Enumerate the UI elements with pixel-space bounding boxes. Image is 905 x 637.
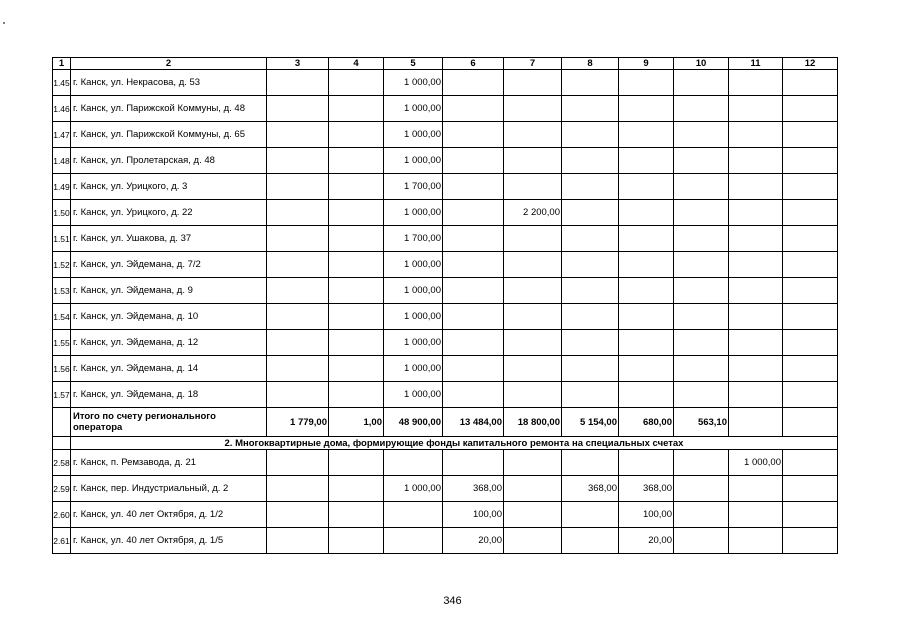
value-cell-c7 <box>504 304 562 330</box>
table-row <box>53 122 838 148</box>
row-number: 2.58 <box>53 450 71 476</box>
value-cell-c6 <box>443 96 504 122</box>
value-cell-c7 <box>504 122 562 148</box>
value-cell-c10 <box>674 382 729 408</box>
value-cell-c10 <box>674 226 729 252</box>
value-cell-c11 <box>729 278 783 304</box>
total-value-c6: 13 484,00 <box>443 408 504 437</box>
value-cell-c8 <box>562 278 619 304</box>
value-cell-c12 <box>783 528 838 554</box>
value-cell-c9 <box>619 356 674 382</box>
header-cell: 7 <box>504 58 562 70</box>
value-cell-c8 <box>562 450 619 476</box>
table-row <box>53 96 838 122</box>
value-cell-c5: 1 000,00 <box>384 330 443 356</box>
value-cell-c12 <box>783 330 838 356</box>
value-cell-c12 <box>783 148 838 174</box>
table-body <box>53 58 838 554</box>
table-row <box>53 382 838 408</box>
value-cell-c6 <box>443 200 504 226</box>
value-cell-c4 <box>329 122 384 148</box>
value-cell-c7: 2 200,00 <box>504 200 562 226</box>
value-cell-c3 <box>267 148 329 174</box>
value-cell-c5: 1 000,00 <box>384 70 443 96</box>
value-cell-c7 <box>504 252 562 278</box>
value-cell-c10 <box>674 476 729 502</box>
row-address: г. Канск, ул. Эйдемана, д. 14 <box>71 356 267 382</box>
value-cell-c11 <box>729 96 783 122</box>
total-value-c10: 563,10 <box>674 408 729 437</box>
value-cell-c8 <box>562 174 619 200</box>
value-cell-c11 <box>729 382 783 408</box>
value-cell-c9 <box>619 330 674 356</box>
total-value-c9: 680,00 <box>619 408 674 437</box>
row-address: г. Канск, п. Ремзавода, д. 21 <box>71 450 267 476</box>
total-row <box>53 408 838 437</box>
row-number: 2.61 <box>53 528 71 554</box>
value-cell-c8 <box>562 148 619 174</box>
value-cell-c5 <box>384 450 443 476</box>
value-cell-c12 <box>783 502 838 528</box>
value-cell-c10 <box>674 450 729 476</box>
value-cell-c12 <box>783 382 838 408</box>
value-cell-c9 <box>619 278 674 304</box>
value-cell-c9: 100,00 <box>619 502 674 528</box>
table-row <box>53 70 838 96</box>
value-cell-c4 <box>329 476 384 502</box>
value-cell-c4 <box>329 252 384 278</box>
value-cell-c7 <box>504 476 562 502</box>
value-cell-c9 <box>619 122 674 148</box>
value-cell-c7 <box>504 70 562 96</box>
value-cell-c11 <box>729 148 783 174</box>
value-cell-c5: 1 000,00 <box>384 200 443 226</box>
table-row <box>53 252 838 278</box>
value-cell-c11: 1 000,00 <box>729 450 783 476</box>
value-cell-c4 <box>329 330 384 356</box>
value-cell-c4 <box>329 502 384 528</box>
header-row <box>53 58 838 70</box>
header-cell: 2 <box>71 58 267 70</box>
value-cell-c7 <box>504 226 562 252</box>
value-cell-c10 <box>674 278 729 304</box>
total-value-c11 <box>729 408 783 437</box>
capital-repair-table <box>52 57 838 554</box>
table-row <box>53 330 838 356</box>
table-row <box>53 304 838 330</box>
value-cell-c4 <box>329 200 384 226</box>
value-cell-c7 <box>504 450 562 476</box>
value-cell-c5 <box>384 502 443 528</box>
total-number-cell <box>53 408 71 437</box>
value-cell-c3 <box>267 502 329 528</box>
value-cell-c9 <box>619 70 674 96</box>
value-cell-c3 <box>267 226 329 252</box>
value-cell-c3 <box>267 330 329 356</box>
header-cell: 3 <box>267 58 329 70</box>
value-cell-c10 <box>674 502 729 528</box>
value-cell-c6 <box>443 382 504 408</box>
row-number: 1.51 <box>53 226 71 252</box>
value-cell-c4 <box>329 148 384 174</box>
value-cell-c7 <box>504 502 562 528</box>
value-cell-c8 <box>562 200 619 226</box>
value-cell-c4 <box>329 304 384 330</box>
section-title: 2. Многоквартирные дома, формирующие фонды капитального ремонта на специальных счетах <box>71 437 838 450</box>
row-number: 1.52 <box>53 252 71 278</box>
total-value-c4: 1,00 <box>329 408 384 437</box>
value-cell-c4 <box>329 96 384 122</box>
section-header-row <box>53 437 838 450</box>
header-cell: 11 <box>729 58 783 70</box>
value-cell-c4 <box>329 278 384 304</box>
table-row <box>53 200 838 226</box>
value-cell-c5: 1 000,00 <box>384 304 443 330</box>
row-address: г. Канск, ул. Парижской Коммуны, д. 48 <box>71 96 267 122</box>
row-address: г. Канск, ул. Урицкого, д. 3 <box>71 174 267 200</box>
header-cell: 9 <box>619 58 674 70</box>
value-cell-c9: 368,00 <box>619 476 674 502</box>
value-cell-c11 <box>729 356 783 382</box>
row-address: г. Канск, ул. 40 лет Октября, д. 1/5 <box>71 528 267 554</box>
row-address: г. Канск, ул. Эйдемана, д. 9 <box>71 278 267 304</box>
row-number: 1.47 <box>53 122 71 148</box>
value-cell-c8 <box>562 70 619 96</box>
value-cell-c6 <box>443 148 504 174</box>
value-cell-c3 <box>267 252 329 278</box>
value-cell-c11 <box>729 70 783 96</box>
value-cell-c7 <box>504 148 562 174</box>
value-cell-c3 <box>267 356 329 382</box>
value-cell-c5: 1 000,00 <box>384 148 443 174</box>
value-cell-c5: 1 000,00 <box>384 96 443 122</box>
row-number: 1.49 <box>53 174 71 200</box>
value-cell-c10 <box>674 356 729 382</box>
value-cell-c5: 1 700,00 <box>384 174 443 200</box>
value-cell-c4 <box>329 382 384 408</box>
total-value-c8: 5 154,00 <box>562 408 619 437</box>
value-cell-c11 <box>729 174 783 200</box>
value-cell-c3 <box>267 382 329 408</box>
value-cell-c8 <box>562 304 619 330</box>
value-cell-c11 <box>729 304 783 330</box>
value-cell-c4 <box>329 528 384 554</box>
header-cell: 10 <box>674 58 729 70</box>
table-row <box>53 528 838 554</box>
table-row <box>53 278 838 304</box>
header-cell: 12 <box>783 58 838 70</box>
value-cell-c10 <box>674 174 729 200</box>
value-cell-c12 <box>783 96 838 122</box>
total-value-c5: 48 900,00 <box>384 408 443 437</box>
value-cell-c12 <box>783 122 838 148</box>
value-cell-c7 <box>504 528 562 554</box>
value-cell-c6 <box>443 122 504 148</box>
value-cell-c12 <box>783 226 838 252</box>
row-address: г. Канск, ул. Парижской Коммуны, д. 65 <box>71 122 267 148</box>
value-cell-c12 <box>783 252 838 278</box>
row-address: г. Канск, ул. Эйдемана, д. 10 <box>71 304 267 330</box>
header-cell: 4 <box>329 58 384 70</box>
value-cell-c10 <box>674 330 729 356</box>
value-cell-c3 <box>267 278 329 304</box>
value-cell-c4 <box>329 450 384 476</box>
row-number: 1.56 <box>53 356 71 382</box>
header-cell: 1 <box>53 58 71 70</box>
value-cell-c10 <box>674 252 729 278</box>
value-cell-c5 <box>384 528 443 554</box>
value-cell-c8 <box>562 226 619 252</box>
total-label: Итого по счету регионального оператора <box>71 408 267 437</box>
value-cell-c10 <box>674 96 729 122</box>
value-cell-c8: 368,00 <box>562 476 619 502</box>
row-number: 1.50 <box>53 200 71 226</box>
row-address: г. Канск, ул. Урицкого, д. 22 <box>71 200 267 226</box>
table-row <box>53 450 838 476</box>
value-cell-c12 <box>783 304 838 330</box>
value-cell-c8 <box>562 122 619 148</box>
value-cell-c6 <box>443 450 504 476</box>
value-cell-c6 <box>443 252 504 278</box>
value-cell-c6 <box>443 304 504 330</box>
total-value-c7: 18 800,00 <box>504 408 562 437</box>
row-address: г. Канск, ул. Эйдемана, д. 12 <box>71 330 267 356</box>
value-cell-c3 <box>267 96 329 122</box>
value-cell-c11 <box>729 122 783 148</box>
value-cell-c12 <box>783 450 838 476</box>
table-row <box>53 174 838 200</box>
value-cell-c6: 20,00 <box>443 528 504 554</box>
value-cell-c5: 1 000,00 <box>384 382 443 408</box>
row-address: г. Канск, пер. Индустриальный, д. 2 <box>71 476 267 502</box>
row-address: г. Канск, ул. Пролетарская, д. 48 <box>71 148 267 174</box>
value-cell-c9 <box>619 304 674 330</box>
value-cell-c7 <box>504 96 562 122</box>
value-cell-c6 <box>443 70 504 96</box>
value-cell-c12 <box>783 356 838 382</box>
value-cell-c3 <box>267 174 329 200</box>
value-cell-c8 <box>562 356 619 382</box>
total-value-c12 <box>783 408 838 437</box>
value-cell-c8 <box>562 502 619 528</box>
value-cell-c6 <box>443 278 504 304</box>
value-cell-c10 <box>674 528 729 554</box>
table-row <box>53 226 838 252</box>
value-cell-c8 <box>562 528 619 554</box>
row-number: 1.45 <box>53 70 71 96</box>
row-number: 1.53 <box>53 278 71 304</box>
value-cell-c3 <box>267 70 329 96</box>
table-row <box>53 502 838 528</box>
value-cell-c8 <box>562 96 619 122</box>
row-number: 1.57 <box>53 382 71 408</box>
scan-speck <box>3 22 5 24</box>
table-row <box>53 356 838 382</box>
value-cell-c9 <box>619 450 674 476</box>
value-cell-c9: 20,00 <box>619 528 674 554</box>
value-cell-c11 <box>729 200 783 226</box>
row-number: 1.54 <box>53 304 71 330</box>
value-cell-c12 <box>783 174 838 200</box>
value-cell-c6: 368,00 <box>443 476 504 502</box>
value-cell-c5: 1 000,00 <box>384 278 443 304</box>
value-cell-c9 <box>619 252 674 278</box>
value-cell-c3 <box>267 528 329 554</box>
value-cell-c9 <box>619 226 674 252</box>
value-cell-c5: 1 000,00 <box>384 476 443 502</box>
value-cell-c7 <box>504 174 562 200</box>
row-number: 2.59 <box>53 476 71 502</box>
header-cell: 6 <box>443 58 504 70</box>
table-row <box>53 476 838 502</box>
value-cell-c4 <box>329 174 384 200</box>
row-address: г. Канск, ул. 40 лет Октября, д. 1/2 <box>71 502 267 528</box>
value-cell-c3 <box>267 122 329 148</box>
value-cell-c11 <box>729 528 783 554</box>
value-cell-c6 <box>443 174 504 200</box>
value-cell-c10 <box>674 304 729 330</box>
value-cell-c3 <box>267 200 329 226</box>
table-row <box>53 148 838 174</box>
header-cell: 5 <box>384 58 443 70</box>
row-number: 2.60 <box>53 502 71 528</box>
value-cell-c12 <box>783 200 838 226</box>
value-cell-c11 <box>729 502 783 528</box>
value-cell-c6 <box>443 226 504 252</box>
value-cell-c10 <box>674 122 729 148</box>
value-cell-c9 <box>619 96 674 122</box>
value-cell-c12 <box>783 70 838 96</box>
row-number: 1.48 <box>53 148 71 174</box>
value-cell-c4 <box>329 70 384 96</box>
value-cell-c3 <box>267 450 329 476</box>
row-address: г. Канск, ул. Некрасова, д. 53 <box>71 70 267 96</box>
value-cell-c11 <box>729 252 783 278</box>
value-cell-c4 <box>329 356 384 382</box>
row-number: 1.46 <box>53 96 71 122</box>
value-cell-c6 <box>443 330 504 356</box>
value-cell-c8 <box>562 330 619 356</box>
value-cell-c10 <box>674 148 729 174</box>
value-cell-c8 <box>562 382 619 408</box>
value-cell-c6 <box>443 356 504 382</box>
value-cell-c5: 1 000,00 <box>384 252 443 278</box>
page-number: 346 <box>443 595 462 607</box>
value-cell-c9 <box>619 174 674 200</box>
header-cell: 8 <box>562 58 619 70</box>
total-value-c3: 1 779,00 <box>267 408 329 437</box>
value-cell-c4 <box>329 226 384 252</box>
value-cell-c12 <box>783 278 838 304</box>
value-cell-c7 <box>504 382 562 408</box>
row-address: г. Канск, ул. Эйдемана, д. 7/2 <box>71 252 267 278</box>
value-cell-c11 <box>729 226 783 252</box>
value-cell-c7 <box>504 330 562 356</box>
value-cell-c5: 1 000,00 <box>384 356 443 382</box>
value-cell-c9 <box>619 200 674 226</box>
value-cell-c8 <box>562 252 619 278</box>
value-cell-c10 <box>674 70 729 96</box>
value-cell-c3 <box>267 304 329 330</box>
value-cell-c11 <box>729 330 783 356</box>
row-number: 1.55 <box>53 330 71 356</box>
value-cell-c5: 1 000,00 <box>384 122 443 148</box>
value-cell-c9 <box>619 148 674 174</box>
value-cell-c11 <box>729 476 783 502</box>
value-cell-c12 <box>783 476 838 502</box>
row-address: г. Канск, ул. Ушакова, д. 37 <box>71 226 267 252</box>
value-cell-c7 <box>504 278 562 304</box>
row-address: г. Канск, ул. Эйдемана, д. 18 <box>71 382 267 408</box>
value-cell-c5: 1 700,00 <box>384 226 443 252</box>
value-cell-c6: 100,00 <box>443 502 504 528</box>
section-spacer <box>53 437 71 450</box>
value-cell-c9 <box>619 382 674 408</box>
value-cell-c7 <box>504 356 562 382</box>
value-cell-c3 <box>267 476 329 502</box>
value-cell-c10 <box>674 200 729 226</box>
